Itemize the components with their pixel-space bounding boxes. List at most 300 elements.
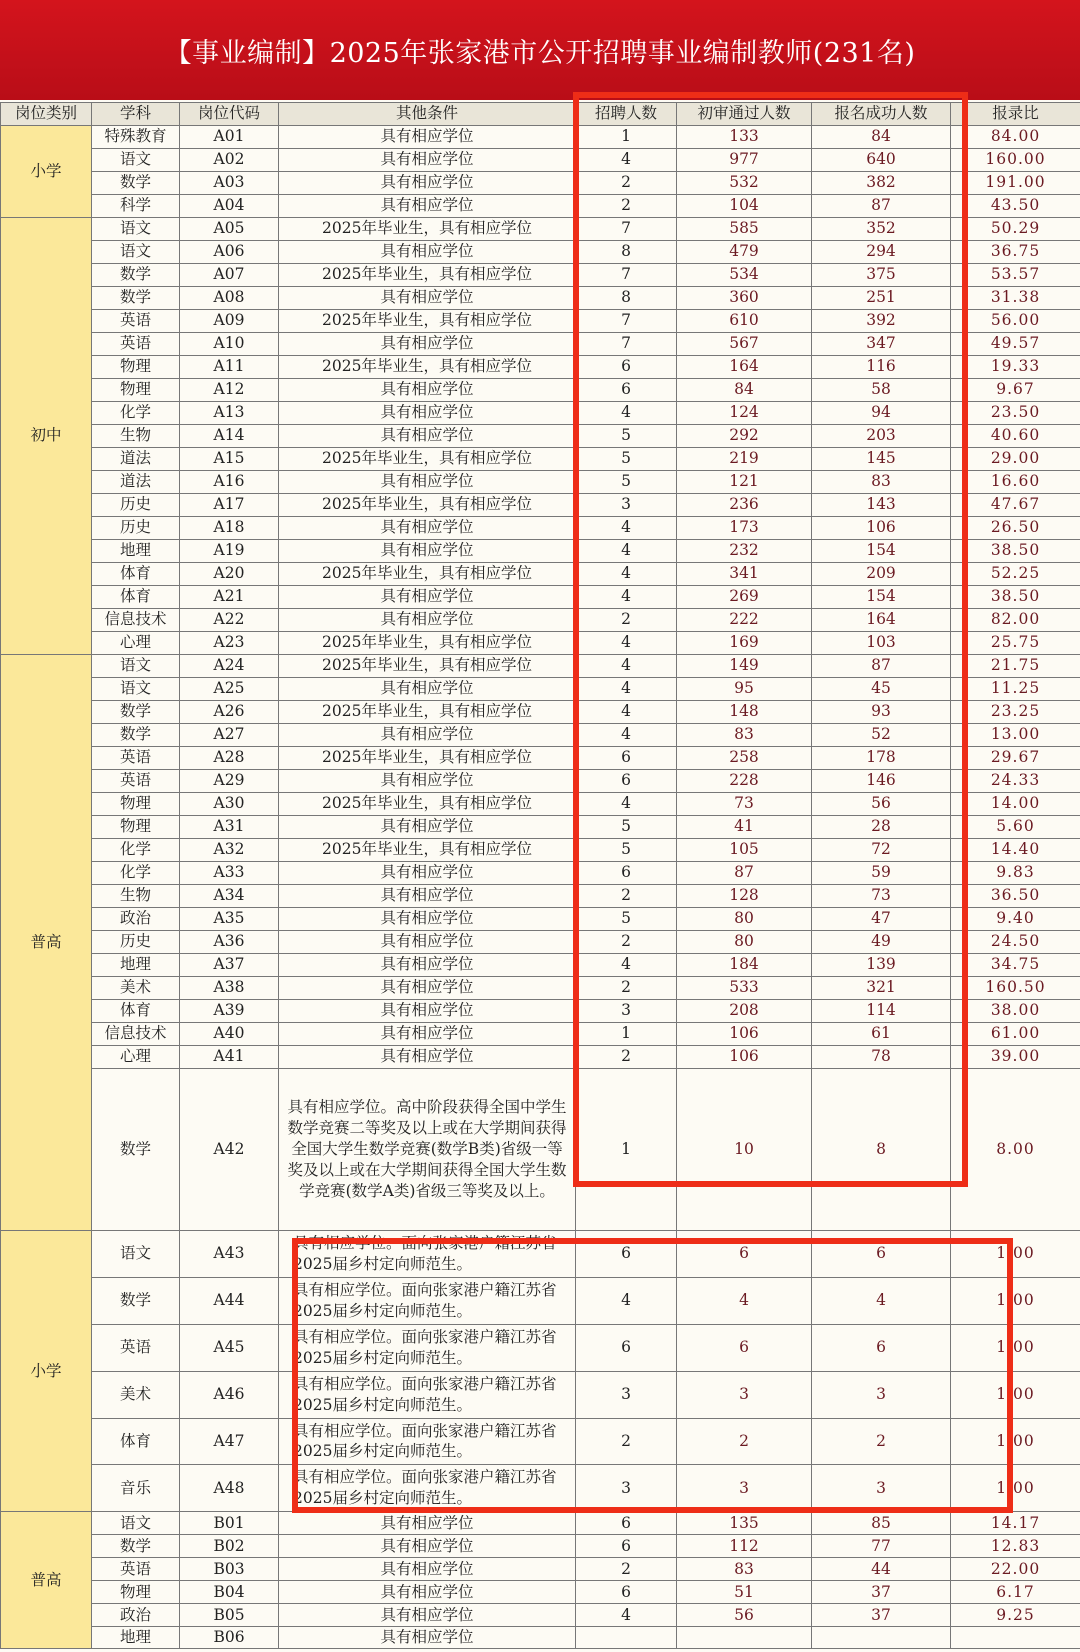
pass-count-cell: 222 <box>677 609 812 632</box>
code-cell: A05 <box>180 218 279 241</box>
signup-count-cell: 294 <box>812 241 951 264</box>
pass-count-cell: 41 <box>677 816 812 839</box>
subject-cell: 语文 <box>92 1231 180 1278</box>
table-row <box>1 793 1080 816</box>
subject-cell: 化学 <box>92 402 180 425</box>
condition-cell: 具有相应学位 <box>279 1627 576 1649</box>
pass-count-cell: 51 <box>677 1581 812 1604</box>
header-category: 岗位类别 <box>1 103 92 126</box>
pass-count-cell: 169 <box>677 632 812 655</box>
table-row <box>1 1023 1080 1046</box>
hire-count-cell: 4 <box>576 540 677 563</box>
pass-count-cell: 269 <box>677 586 812 609</box>
code-cell: A34 <box>180 885 279 908</box>
ratio-cell: 47.67 <box>951 494 1080 517</box>
ratio-cell: 26.50 <box>951 517 1080 540</box>
ratio-cell: 49.57 <box>951 333 1080 356</box>
signup-count-cell: 59 <box>812 862 951 885</box>
signup-count-cell: 44 <box>812 1558 951 1581</box>
signup-count-cell: 382 <box>812 172 951 195</box>
code-cell: B06 <box>180 1627 279 1649</box>
hire-count-cell: 5 <box>576 839 677 862</box>
subject-cell: 历史 <box>92 494 180 517</box>
code-cell: A47 <box>180 1418 279 1465</box>
table-row <box>1 425 1080 448</box>
code-cell: A02 <box>180 149 279 172</box>
table-row <box>1 563 1080 586</box>
code-cell: A27 <box>180 724 279 747</box>
ratio-cell: 22.00 <box>951 1558 1080 1581</box>
condition-cell: 具有相应学位。面向张家港户籍江苏省2025届乡村定向师范生。 <box>279 1278 576 1325</box>
condition-cell: 具有相应学位 <box>279 287 576 310</box>
condition-cell: 具有相应学位 <box>279 402 576 425</box>
ratio-cell: 6.17 <box>951 1581 1080 1604</box>
code-cell: A42 <box>180 1069 279 1231</box>
condition-cell: 具有相应学位 <box>279 1558 576 1581</box>
table-row <box>1 195 1080 218</box>
table-row <box>1 1231 1080 1278</box>
category-cell: 小学 <box>1 1231 92 1512</box>
pass-count-cell: 124 <box>677 402 812 425</box>
condition-cell: 具有相应学位 <box>279 931 576 954</box>
code-cell: A28 <box>180 747 279 770</box>
subject-cell: 语文 <box>92 655 180 678</box>
hire-count-cell: 3 <box>576 1371 677 1418</box>
signup-count-cell: 4 <box>812 1278 951 1325</box>
ratio-cell: 50.29 <box>951 218 1080 241</box>
condition-cell: 具有相应学位。面向张家港户籍江苏省2025届乡村定向师范生。 <box>279 1465 576 1512</box>
table-row <box>1 701 1080 724</box>
pass-count-cell <box>677 1627 812 1649</box>
signup-count-cell: 139 <box>812 954 951 977</box>
subject-cell: 生物 <box>92 425 180 448</box>
header-ratio: 报录比 <box>951 103 1080 126</box>
pass-count-cell: 977 <box>677 149 812 172</box>
ratio-cell: 38.00 <box>951 1000 1080 1023</box>
table-row <box>1 356 1080 379</box>
code-cell: A04 <box>180 195 279 218</box>
ratio-cell: 29.67 <box>951 747 1080 770</box>
hire-count-cell: 4 <box>576 793 677 816</box>
signup-count-cell: 251 <box>812 287 951 310</box>
condition-cell: 具有相应学位 <box>279 1023 576 1046</box>
table-row <box>1 678 1080 701</box>
condition-cell: 具有相应学位 <box>279 770 576 793</box>
code-cell: A19 <box>180 540 279 563</box>
table-row <box>1 310 1080 333</box>
hire-count-cell: 2 <box>576 1418 677 1465</box>
condition-cell: 具有相应学位 <box>279 862 576 885</box>
subject-cell: 语文 <box>92 218 180 241</box>
condition-cell: 具有相应学位 <box>279 241 576 264</box>
code-cell: A01 <box>180 126 279 149</box>
code-cell: A16 <box>180 471 279 494</box>
pass-count-cell: 83 <box>677 1558 812 1581</box>
signup-count-cell: 2 <box>812 1418 951 1465</box>
signup-count-cell: 52 <box>812 724 951 747</box>
signup-count-cell: 209 <box>812 563 951 586</box>
table-row <box>1 471 1080 494</box>
hire-count-cell: 5 <box>576 908 677 931</box>
pass-count-cell: 173 <box>677 517 812 540</box>
subject-cell: 地理 <box>92 954 180 977</box>
table-row <box>1 126 1080 149</box>
subject-cell: 化学 <box>92 839 180 862</box>
ratio-cell: 9.67 <box>951 379 1080 402</box>
code-cell: B05 <box>180 1604 279 1627</box>
condition-cell: 2025年毕业生，具有相应学位 <box>279 701 576 724</box>
hire-count-cell: 5 <box>576 471 677 494</box>
signup-count-cell: 6 <box>812 1324 951 1371</box>
code-cell: A06 <box>180 241 279 264</box>
hire-count-cell: 8 <box>576 287 677 310</box>
pass-count-cell: 104 <box>677 195 812 218</box>
subject-cell: 体育 <box>92 586 180 609</box>
condition-cell: 具有相应学位 <box>279 195 576 218</box>
hire-count-cell: 3 <box>576 1000 677 1023</box>
category-cell: 初中 <box>1 218 92 655</box>
signup-count-cell: 37 <box>812 1604 951 1627</box>
pass-count-cell: 567 <box>677 333 812 356</box>
code-cell: A14 <box>180 425 279 448</box>
subject-cell: 政治 <box>92 1604 180 1627</box>
signup-count-cell: 8 <box>812 1069 951 1231</box>
condition-cell: 具有相应学位 <box>279 724 576 747</box>
code-cell: A33 <box>180 862 279 885</box>
code-cell: A21 <box>180 586 279 609</box>
hire-count-cell: 4 <box>576 678 677 701</box>
condition-cell: 具有相应学位。面向张家港户籍江苏省2025届乡村定向师范生。 <box>279 1231 576 1278</box>
subject-cell: 物理 <box>92 356 180 379</box>
ratio-cell: 14.00 <box>951 793 1080 816</box>
pass-count-cell: 2 <box>677 1418 812 1465</box>
ratio-cell: 9.83 <box>951 862 1080 885</box>
pass-count-cell: 610 <box>677 310 812 333</box>
pass-count-cell: 10 <box>677 1069 812 1231</box>
pass-count-cell: 149 <box>677 655 812 678</box>
ratio-cell: 1.00 <box>951 1465 1080 1512</box>
subject-cell: 数学 <box>92 264 180 287</box>
condition-cell: 具有相应学位 <box>279 425 576 448</box>
table-row <box>1 724 1080 747</box>
code-cell: A38 <box>180 977 279 1000</box>
pass-count-cell: 128 <box>677 885 812 908</box>
code-cell: A07 <box>180 264 279 287</box>
hire-count-cell: 4 <box>576 402 677 425</box>
signup-count-cell: 640 <box>812 149 951 172</box>
pass-count-cell: 184 <box>677 954 812 977</box>
hire-count-cell: 1 <box>576 1023 677 1046</box>
condition-cell: 具有相应学位 <box>279 1046 576 1069</box>
signup-count-cell: 3 <box>812 1465 951 1512</box>
table-row <box>1 655 1080 678</box>
ratio-cell: 13.00 <box>951 724 1080 747</box>
code-cell: A13 <box>180 402 279 425</box>
pass-count-cell: 6 <box>677 1231 812 1278</box>
subject-cell: 生物 <box>92 885 180 908</box>
code-cell: A29 <box>180 770 279 793</box>
signup-count-cell: 203 <box>812 425 951 448</box>
code-cell: A25 <box>180 678 279 701</box>
subject-cell: 英语 <box>92 333 180 356</box>
table-row <box>1 1418 1080 1465</box>
signup-count-cell: 28 <box>812 816 951 839</box>
ratio-cell: 5.60 <box>951 816 1080 839</box>
signup-count-cell: 47 <box>812 908 951 931</box>
table-row <box>1 885 1080 908</box>
category-cell: 普高 <box>1 655 92 1231</box>
ratio-cell: 56.00 <box>951 310 1080 333</box>
hire-count-cell: 6 <box>576 1231 677 1278</box>
ratio-cell: 38.50 <box>951 540 1080 563</box>
pass-count-cell: 341 <box>677 563 812 586</box>
condition-cell: 2025年毕业生，具有相应学位 <box>279 747 576 770</box>
ratio-cell: 12.83 <box>951 1535 1080 1558</box>
signup-count-cell: 103 <box>812 632 951 655</box>
table-row <box>1 770 1080 793</box>
condition-cell: 2025年毕业生，具有相应学位 <box>279 563 576 586</box>
pass-count-cell: 121 <box>677 471 812 494</box>
signup-count-cell: 106 <box>812 517 951 540</box>
signup-count-cell: 58 <box>812 379 951 402</box>
condition-cell: 具有相应学位 <box>279 885 576 908</box>
condition-cell: 2025年毕业生，具有相应学位 <box>279 356 576 379</box>
hire-count-cell: 4 <box>576 149 677 172</box>
condition-cell: 具有相应学位 <box>279 126 576 149</box>
condition-cell: 具有相应学位 <box>279 609 576 632</box>
hire-count-cell: 2 <box>576 931 677 954</box>
header-row <box>1 103 1080 126</box>
hire-count-cell: 2 <box>576 1046 677 1069</box>
ratio-cell: 38.50 <box>951 586 1080 609</box>
table-row <box>1 1324 1080 1371</box>
signup-count-cell: 93 <box>812 701 951 724</box>
ratio-cell: 191.00 <box>951 172 1080 195</box>
subject-cell: 地理 <box>92 540 180 563</box>
code-cell: A23 <box>180 632 279 655</box>
code-cell: A10 <box>180 333 279 356</box>
ratio-cell: 43.50 <box>951 195 1080 218</box>
ratio-cell: 23.50 <box>951 402 1080 425</box>
condition-cell: 2025年毕业生，具有相应学位 <box>279 793 576 816</box>
hire-count-cell: 8 <box>576 241 677 264</box>
pass-count-cell: 56 <box>677 1604 812 1627</box>
subject-cell: 体育 <box>92 563 180 586</box>
condition-cell: 具有相应学位 <box>279 1535 576 1558</box>
ratio-cell: 40.60 <box>951 425 1080 448</box>
pass-count-cell: 135 <box>677 1512 812 1535</box>
ratio-cell: 25.75 <box>951 632 1080 655</box>
signup-count-cell: 37 <box>812 1581 951 1604</box>
code-cell: A12 <box>180 379 279 402</box>
subject-cell: 美术 <box>92 977 180 1000</box>
subject-cell: 心理 <box>92 1046 180 1069</box>
hire-count-cell: 6 <box>576 862 677 885</box>
ratio-cell: 53.57 <box>951 264 1080 287</box>
pass-count-cell: 219 <box>677 448 812 471</box>
signup-count-cell: 94 <box>812 402 951 425</box>
subject-cell: 语文 <box>92 149 180 172</box>
pass-count-cell: 84 <box>677 379 812 402</box>
subject-cell: 科学 <box>92 195 180 218</box>
hire-count-cell: 3 <box>576 1465 677 1512</box>
pass-count-cell: 6 <box>677 1324 812 1371</box>
table-row <box>1 241 1080 264</box>
signup-count-cell: 116 <box>812 356 951 379</box>
table-row <box>1 862 1080 885</box>
code-cell: B03 <box>180 1558 279 1581</box>
signup-count-cell: 85 <box>812 1512 951 1535</box>
category-cell: 普高 <box>1 1512 92 1649</box>
code-cell: A46 <box>180 1371 279 1418</box>
code-cell: A20 <box>180 563 279 586</box>
code-cell: A41 <box>180 1046 279 1069</box>
condition-cell: 具有相应学位。高中阶段获得全国中学生数学竞赛二等奖及以上或在大学期间获得全国大学生数学竞赛(数学B类)省级一等奖及以上或在大学期间获得全国大学生数学竞赛(数学A类)省级三等奖及以上。 <box>279 1069 576 1231</box>
pass-count-cell: 4 <box>677 1278 812 1325</box>
pass-count-cell: 112 <box>677 1535 812 1558</box>
subject-cell: 数学 <box>92 701 180 724</box>
ratio-cell: 23.25 <box>951 701 1080 724</box>
hire-count-cell: 7 <box>576 333 677 356</box>
code-cell: A18 <box>180 517 279 540</box>
hire-count-cell: 7 <box>576 310 677 333</box>
subject-cell: 物理 <box>92 379 180 402</box>
pass-count-cell: 258 <box>677 747 812 770</box>
ratio-cell: 21.75 <box>951 655 1080 678</box>
table-row <box>1 816 1080 839</box>
condition-cell: 具有相应学位 <box>279 471 576 494</box>
hire-count-cell: 4 <box>576 632 677 655</box>
subject-cell: 英语 <box>92 310 180 333</box>
signup-count-cell: 87 <box>812 195 951 218</box>
ratio-cell: 34.75 <box>951 954 1080 977</box>
pass-count-cell: 164 <box>677 356 812 379</box>
hire-count-cell: 2 <box>576 1558 677 1581</box>
signup-count-cell: 73 <box>812 885 951 908</box>
condition-cell: 2025年毕业生，具有相应学位 <box>279 494 576 517</box>
signup-count-cell: 56 <box>812 793 951 816</box>
subject-cell: 语文 <box>92 1512 180 1535</box>
subject-cell: 道法 <box>92 448 180 471</box>
code-cell: A15 <box>180 448 279 471</box>
table-row <box>1 517 1080 540</box>
title-banner <box>0 0 1080 100</box>
table-row <box>1 379 1080 402</box>
condition-cell: 2025年毕业生，具有相应学位 <box>279 310 576 333</box>
ratio-cell: 160.50 <box>951 977 1080 1000</box>
table-row <box>1 1558 1080 1581</box>
ratio-cell: 36.75 <box>951 241 1080 264</box>
hire-count-cell: 4 <box>576 655 677 678</box>
code-cell: A30 <box>180 793 279 816</box>
code-cell: A37 <box>180 954 279 977</box>
signup-count-cell <box>812 1627 951 1649</box>
table-row <box>1 931 1080 954</box>
hire-count-cell: 5 <box>576 816 677 839</box>
hire-count-cell: 4 <box>576 724 677 747</box>
table-row <box>1 287 1080 310</box>
signup-count-cell: 3 <box>812 1371 951 1418</box>
subject-cell: 体育 <box>92 1418 180 1465</box>
table-row <box>1 954 1080 977</box>
table-row <box>1 149 1080 172</box>
hire-count-cell: 4 <box>576 517 677 540</box>
ratio-cell: 1.00 <box>951 1418 1080 1465</box>
subject-cell: 语文 <box>92 678 180 701</box>
signup-count-cell: 45 <box>812 678 951 701</box>
signup-count-cell: 61 <box>812 1023 951 1046</box>
pass-count-cell: 95 <box>677 678 812 701</box>
hire-count-cell: 6 <box>576 356 677 379</box>
hire-count-cell <box>576 1627 677 1649</box>
table-row <box>1 839 1080 862</box>
subject-cell: 化学 <box>92 862 180 885</box>
code-cell: B01 <box>180 1512 279 1535</box>
code-cell: A39 <box>180 1000 279 1023</box>
condition-cell: 2025年毕业生，具有相应学位 <box>279 632 576 655</box>
table-row <box>1 1046 1080 1069</box>
hire-count-cell: 2 <box>576 609 677 632</box>
subject-cell: 物理 <box>92 1581 180 1604</box>
condition-cell: 具有相应学位 <box>279 172 576 195</box>
subject-cell: 英语 <box>92 770 180 793</box>
ratio-cell: 24.50 <box>951 931 1080 954</box>
condition-cell: 具有相应学位 <box>279 149 576 172</box>
subject-cell: 语文 <box>92 241 180 264</box>
ratio-cell: 9.25 <box>951 1604 1080 1627</box>
table-row <box>1 977 1080 1000</box>
subject-cell: 体育 <box>92 1000 180 1023</box>
condition-cell: 具有相应学位 <box>279 1581 576 1604</box>
signup-count-cell: 77 <box>812 1535 951 1558</box>
signup-count-cell: 164 <box>812 609 951 632</box>
condition-cell: 2025年毕业生，具有相应学位 <box>279 839 576 862</box>
table-row <box>1 609 1080 632</box>
subject-cell: 道法 <box>92 471 180 494</box>
subject-cell: 数学 <box>92 1278 180 1325</box>
ratio-cell <box>951 1627 1080 1649</box>
pass-count-cell: 106 <box>677 1046 812 1069</box>
condition-cell: 具有相应学位 <box>279 678 576 701</box>
hire-count-cell: 6 <box>576 379 677 402</box>
subject-cell: 历史 <box>92 517 180 540</box>
signup-count-cell: 72 <box>812 839 951 862</box>
table-row <box>1 1069 1080 1231</box>
ratio-cell: 24.33 <box>951 770 1080 793</box>
code-cell: A35 <box>180 908 279 931</box>
table-row <box>1 1512 1080 1535</box>
table-row <box>1 1604 1080 1627</box>
header-conditions: 其他条件 <box>279 103 576 126</box>
table-row <box>1 448 1080 471</box>
hire-count-cell: 5 <box>576 425 677 448</box>
signup-count-cell: 321 <box>812 977 951 1000</box>
condition-cell: 具有相应学位 <box>279 333 576 356</box>
subject-cell: 美术 <box>92 1371 180 1418</box>
code-cell: A03 <box>180 172 279 195</box>
subject-cell: 音乐 <box>92 1465 180 1512</box>
condition-cell: 具有相应学位。面向张家港户籍江苏省2025届乡村定向师范生。 <box>279 1371 576 1418</box>
pass-count-cell: 80 <box>677 908 812 931</box>
hire-count-cell: 2 <box>576 885 677 908</box>
pass-count-cell: 105 <box>677 839 812 862</box>
subject-cell: 物理 <box>92 793 180 816</box>
code-cell: A31 <box>180 816 279 839</box>
code-cell: A48 <box>180 1465 279 1512</box>
signup-count-cell: 143 <box>812 494 951 517</box>
ratio-cell: 52.25 <box>951 563 1080 586</box>
code-cell: A36 <box>180 931 279 954</box>
